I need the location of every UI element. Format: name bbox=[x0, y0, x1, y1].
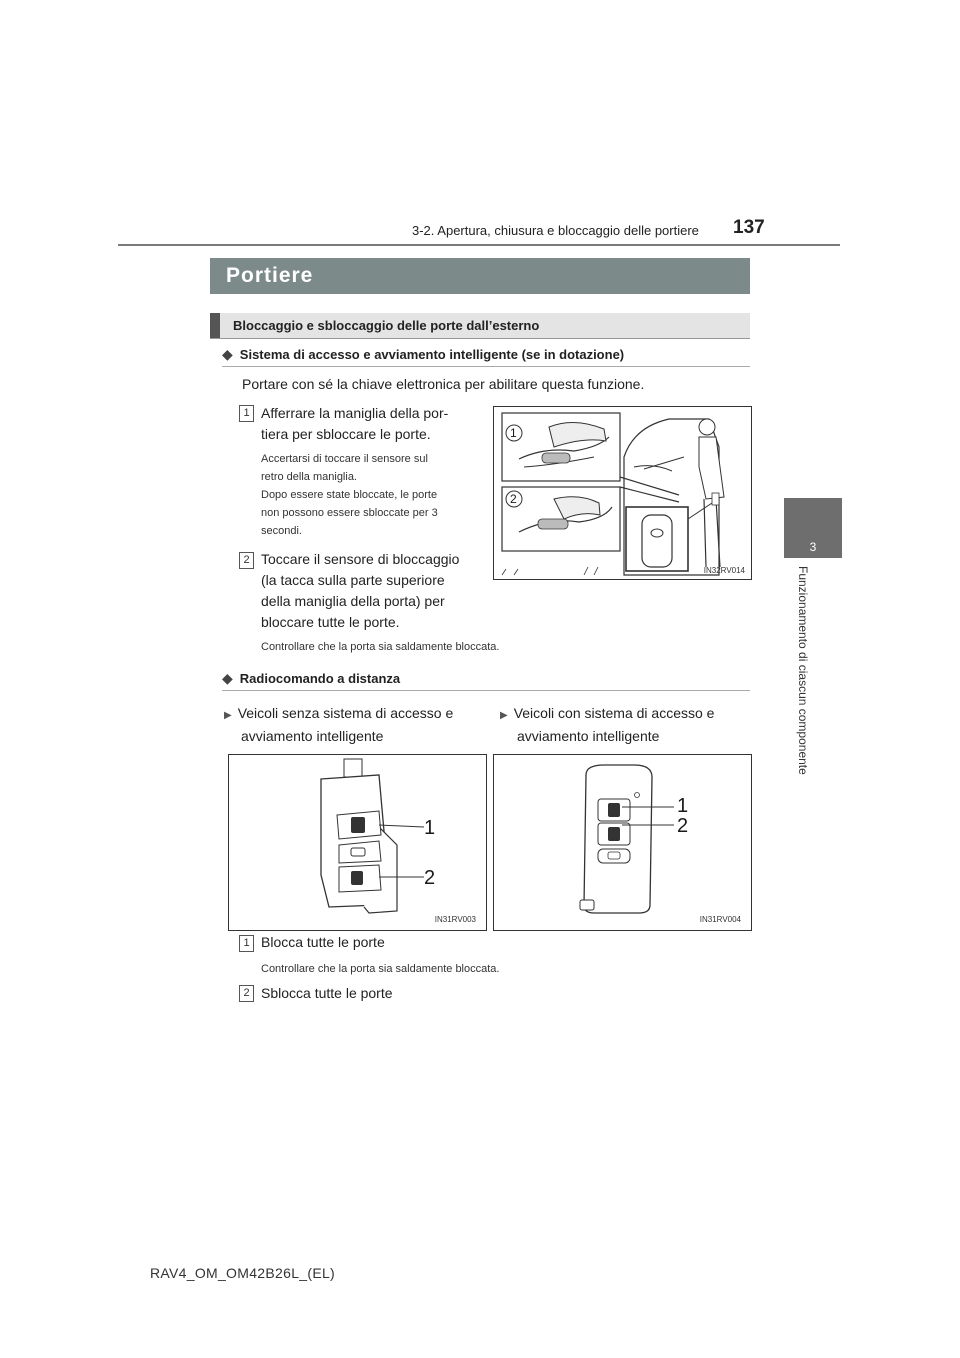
col-right-label bbox=[500, 703, 750, 747]
col-left-line: Veicoli senza sistema di accesso e bbox=[237, 705, 454, 721]
figure-code: IN31RV004 bbox=[699, 915, 741, 924]
flip-key-figure bbox=[228, 754, 487, 931]
footer-code: RAV4_OM_OM42B26L_(EL) bbox=[150, 1265, 336, 1281]
figure-callout: 2 bbox=[424, 867, 436, 889]
smart-entry-heading-text: Sistema di accesso e avviamento intelligente (se in dotazione) bbox=[239, 347, 625, 362]
chapter-title: Funzionamento di ciascun componente bbox=[796, 566, 810, 775]
step2-text bbox=[261, 549, 481, 633]
door-handle-illustration bbox=[494, 407, 751, 579]
step1-note-line: non possono essere sbloccate per 3 bbox=[261, 507, 438, 519]
diamond-bullet-icon: ◆ bbox=[222, 346, 233, 362]
step-number-badge: 2 bbox=[239, 552, 254, 569]
diamond-bullet-icon: ◆ bbox=[222, 670, 233, 686]
item1-note: Controllare che la porta sia saldamente bloccata. bbox=[261, 963, 500, 975]
figure-callout: 1 bbox=[424, 817, 436, 839]
door-handle-figure bbox=[493, 406, 752, 580]
col-right-line: Veicoli con sistema di accesso e bbox=[513, 705, 715, 721]
step1-line: Afferrare la maniglia della por- bbox=[261, 405, 449, 421]
header-rule bbox=[118, 244, 840, 246]
step1-note bbox=[261, 450, 481, 540]
step2-line: della maniglia della porta) per bbox=[261, 593, 445, 609]
figure-code: IN32RV014 bbox=[703, 566, 745, 575]
remote-heading-text: Radiocomando a distanza bbox=[239, 671, 401, 686]
smart-entry-rule bbox=[222, 366, 750, 367]
step2-line: bloccare tutte le porte. bbox=[261, 614, 400, 630]
col-right-line: avviamento intelligente bbox=[517, 728, 660, 744]
step1-note-line: Accertarsi di toccare il sensore sul bbox=[261, 453, 428, 465]
smart-key-figure bbox=[493, 754, 752, 931]
remote-rule bbox=[222, 690, 750, 691]
item-number-badge: 1 bbox=[239, 935, 254, 952]
triangle-bullet-icon: ▶ bbox=[500, 710, 508, 721]
chapter-number: 3 bbox=[809, 540, 817, 554]
figure-callout: 2 bbox=[510, 492, 517, 506]
step2-line: Toccare il sensore di bloccaggio bbox=[261, 551, 460, 567]
figure-callout: 1 bbox=[677, 795, 689, 817]
subsection-rule bbox=[210, 338, 750, 339]
item2-label: Sblocca tutte le porte bbox=[261, 985, 393, 1001]
step2-line: (la tacca sulla parte superiore bbox=[261, 572, 445, 588]
step1-note-line: secondi. bbox=[261, 525, 302, 537]
smart-entry-intro: Portare con sé la chiave elettronica per abilitare questa funzione. bbox=[242, 376, 645, 392]
remote-heading bbox=[222, 670, 400, 687]
step2-note: Controllare che la porta sia saldamente bloccata. bbox=[261, 641, 500, 653]
item1-label: Blocca tutte le porte bbox=[261, 934, 385, 950]
col-left-label bbox=[224, 703, 482, 747]
page-title: Portiere bbox=[210, 258, 750, 294]
figure-callout: 1 bbox=[510, 426, 517, 440]
smart-key-illustration bbox=[494, 755, 751, 930]
step-number-badge: 1 bbox=[239, 405, 254, 422]
col-left-line: avviamento intelligente bbox=[241, 728, 384, 744]
subsection-title: Bloccaggio e sbloccaggio delle porte dall’esterno bbox=[210, 313, 750, 338]
figure-callout: 2 bbox=[677, 815, 689, 837]
header-section-title: 3-2. Apertura, chiusura e bloccaggio delle portiere bbox=[412, 223, 699, 238]
step1-note-line: retro della maniglia. bbox=[261, 471, 357, 483]
item-number-badge: 2 bbox=[239, 985, 254, 1002]
triangle-bullet-icon: ▶ bbox=[224, 710, 232, 721]
page-number: 137 bbox=[733, 217, 765, 238]
chapter-tab bbox=[784, 498, 842, 558]
figure-code: IN31RV003 bbox=[434, 915, 476, 924]
step1-line: tiera per sbloccare le porte. bbox=[261, 426, 431, 442]
smart-entry-heading bbox=[222, 346, 624, 363]
step1-text bbox=[261, 403, 481, 445]
flip-key-illustration bbox=[229, 755, 486, 930]
step1-note-line: Dopo essere state bloccate, le porte bbox=[261, 489, 438, 501]
